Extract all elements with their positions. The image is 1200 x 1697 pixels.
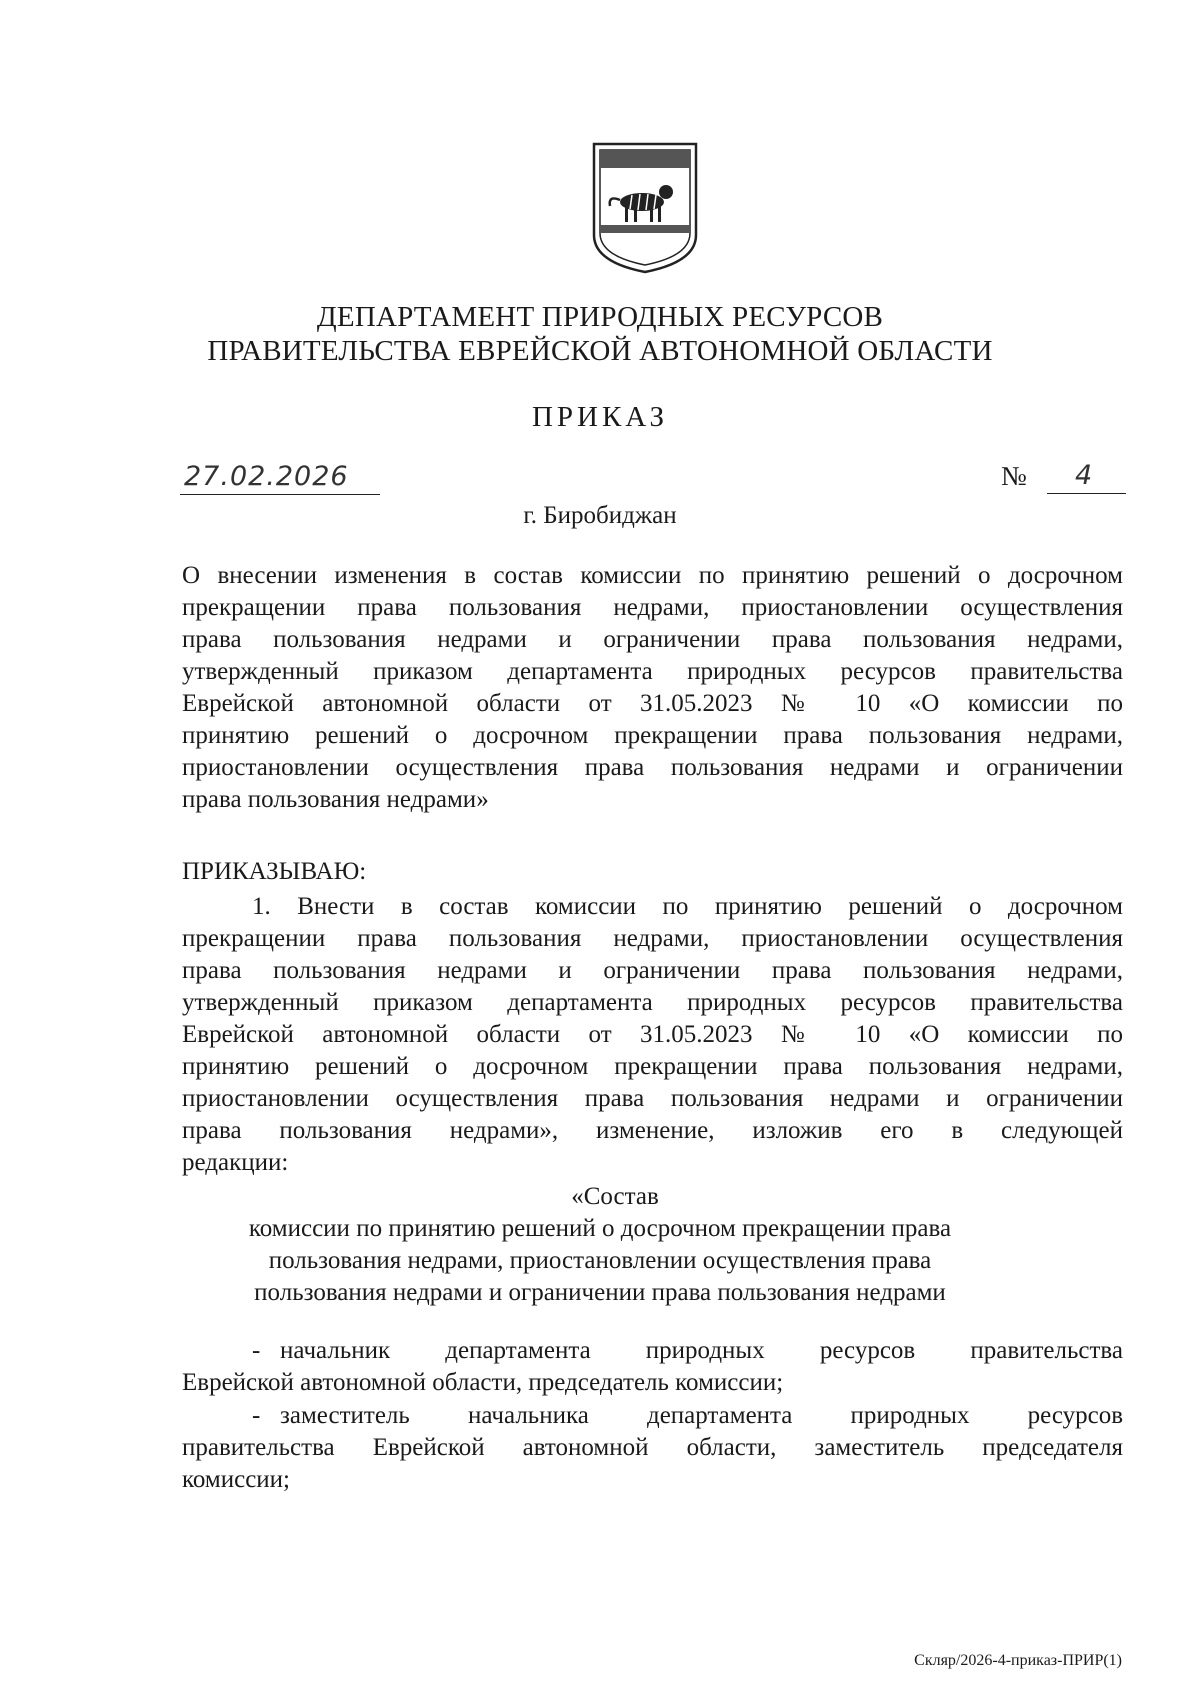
item-line: Еврейской автономной области от 31.05.2023 № 10 «О комиссии по [182,1021,1123,1048]
composition-line: пользования недрами и ограничении права пользования недрами [254,1279,946,1306]
department-name-line2: ПРАВИТЕЛЬСТВА ЕВРЕЙСКОЙ АВТОНОМНОЙ ОБЛАСТИ [207,335,993,367]
item-line: принятию решений о досрочном прекращении права пользования недрами, [182,1053,1123,1080]
order-subject [182,560,1123,816]
item-line: права пользования недрами и ограничении права пользования недрами, [182,957,1123,984]
subject-line: прекращении права пользования недрами, приостановлении осуществления [182,594,1123,621]
member-dash: - [252,1337,261,1364]
order-number-field [1001,456,1126,494]
subject-line: Еврейской автономной области от 31.05.2023 № 10 «О комиссии по [182,690,1123,717]
number-sign: № [1001,461,1027,491]
subject-line: приостановлении осуществления права пользования недрами и ограничении [182,754,1123,781]
order-number: 4 [1075,460,1094,491]
member-dash: - [252,1402,261,1429]
member-item [182,1400,1123,1496]
item-line: права пользования недрами», изменение, изложив его в следующей [182,1117,1123,1144]
coat-of-arms-tiger-icon [590,140,700,275]
order-item-1 [182,891,1123,1179]
composition-title: «Состав [571,1183,659,1210]
item-line: утвержденный приказом департамента природных ресурсов правительства [182,989,1123,1016]
order-title: ПРИКАЗ [531,401,669,433]
member-line: комиссии; [182,1466,290,1493]
order-keyword: ПРИКАЗЫВАЮ: [182,858,367,885]
composition-subtitle [180,1213,1020,1309]
order-date: 27.02.2026 [184,461,349,492]
member-line: начальник департамента природных ресурсов правительства [280,1337,1123,1364]
order-date-field [180,456,380,495]
member-line: заместитель начальника департамента природных ресурсов [280,1402,1123,1429]
member-line: Еврейской автономной области, председатель комиссии; [182,1369,784,1396]
department-name-line1: ДЕПАРТАМЕНТ ПРИРОДНЫХ РЕСУРСОВ [316,301,884,333]
member-line: правительства Еврейской автономной области, заместитель председателя [182,1434,1123,1461]
composition-line: пользования недрами, приостановлении осуществления права [268,1247,932,1274]
item-line: 1. Внести в состав комиссии по принятию решений о досрочном [252,893,1123,920]
city: г. Биробиджан [523,502,677,529]
document-footer-code: Скляр/2026-4-приказ-ПРИР(1) [914,1652,1122,1669]
member-item [182,1335,1123,1399]
subject-line: утвержденный приказом департамента природных ресурсов правительства [182,658,1123,685]
subject-line: права пользования недрами и ограничении права пользования недрами, [182,626,1123,653]
order-number-line [1047,457,1126,494]
composition-line: комиссии по принятию решений о досрочном прекращении права [248,1215,952,1242]
item-line: редакции: [182,1149,289,1176]
subject-line: права пользования недрами» [182,786,489,813]
subject-line: О внесении изменения в состав комиссии по принятию решений о досрочном [182,562,1123,589]
coat-of-arms-emblem [590,140,700,275]
subject-line: принятию решений о досрочном прекращении права пользования недрами, [182,722,1123,749]
item-line: приостановлении осуществления права пользования недрами и ограничении [182,1085,1123,1112]
item-line: прекращении права пользования недрами, приостановлении осуществления [182,925,1123,952]
